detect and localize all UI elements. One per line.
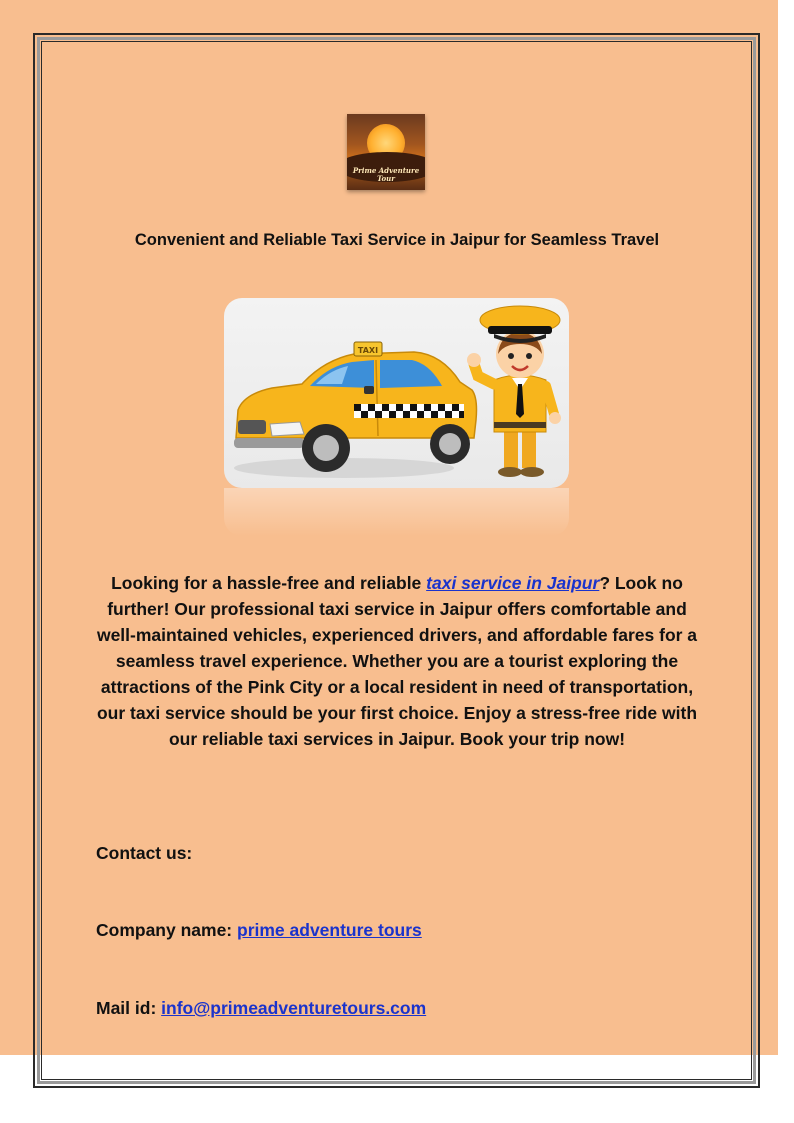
mail-id-link[interactable]: info@primeadventuretours.com	[161, 998, 427, 1018]
logo-line-2: Tour	[377, 174, 395, 183]
taxi-illustration	[224, 298, 569, 488]
mail-id-label: Mail id:	[96, 998, 162, 1018]
intro-text-part2: ? Look no further! Our professional taxi service in Jaipur offers comfortable and well-maintained vehicles, experienced drivers, and affordable fares for a seamless travel experience. Whether you are a tourist exploring the attractions of the Pink City or a local resident in need of transportation, our taxi service should be your first choice. Enjoy a stress-free ride with our reliable taxi services in Jaipur. Book your trip now!	[96, 573, 698, 749]
company-name-label: Company name:	[96, 920, 237, 940]
company-logo	[347, 114, 425, 190]
company-name-link[interactable]: prime adventure tours	[237, 920, 422, 940]
logo-text	[347, 167, 425, 183]
taxi-and-driver-icon	[224, 298, 569, 488]
illustration-reflection	[224, 488, 569, 536]
taxi-service-link[interactable]: taxi service in Jaipur	[426, 573, 600, 593]
logo-line-1: Prime Adventure	[352, 166, 420, 175]
intro-text-part1: Looking for a hassle-free and reliable	[111, 573, 427, 593]
taxi-sign-text: TAXI	[357, 346, 379, 355]
contact-heading: Contact us:	[96, 843, 193, 863]
page-title: Convenient and Reliable Taxi Service in Jaipur for Seamless Travel	[134, 231, 660, 249]
company-name-line	[96, 920, 422, 941]
intro-paragraph	[90, 570, 704, 752]
mail-id-line	[96, 998, 426, 1019]
